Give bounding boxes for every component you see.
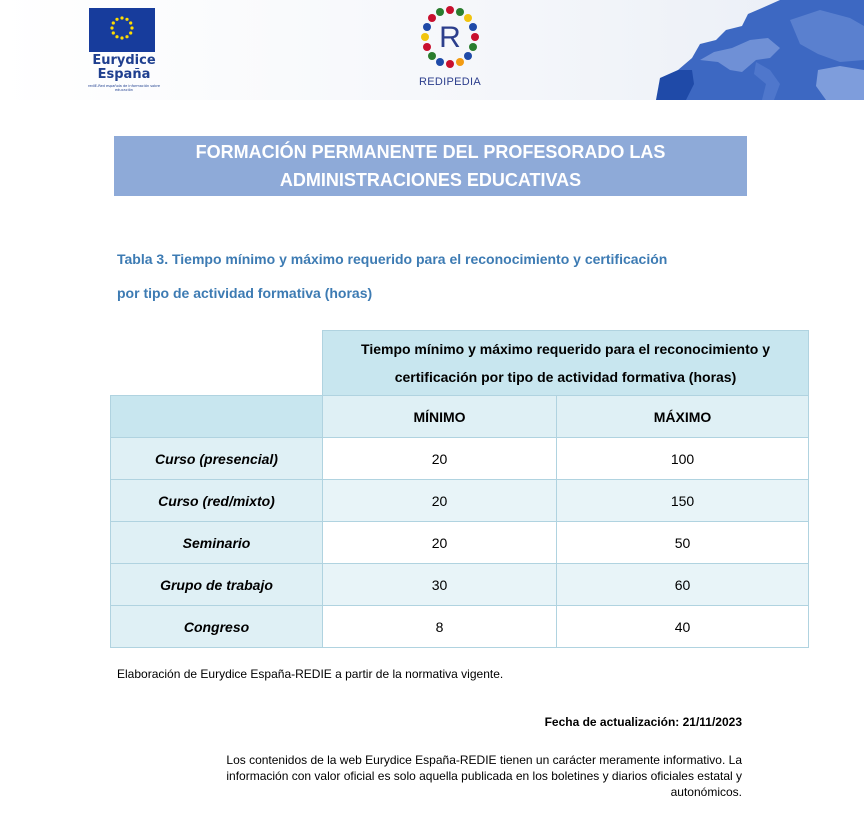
table-caption-line2: por tipo de actividad formativa (horas) bbox=[117, 285, 373, 301]
table-group-header bbox=[323, 331, 809, 396]
eurydice-name-line1: Eurydice bbox=[92, 53, 156, 68]
table-group-header-line2: certificación por tipo de actividad formativa (horas) bbox=[394, 369, 737, 385]
table-caption-line1: Tabla 3. Tiempo mínimo y máximo requerido para el reconocimiento y certificación bbox=[117, 251, 668, 267]
table-group-header-row bbox=[111, 331, 809, 396]
eurydice-subtitle: redIE-Red española de información sobre educación bbox=[88, 84, 160, 92]
row-label: Congreso bbox=[111, 606, 323, 648]
column-header-minimo: MÍNIMO bbox=[323, 396, 557, 438]
table-group-header-line1: Tiempo mínimo y máximo requerido para el reconocimiento y bbox=[361, 341, 770, 357]
cell-minimo: 20 bbox=[323, 522, 557, 564]
disclaimer bbox=[150, 752, 742, 800]
disclaimer-line1: Los contenidos de la web Eurydice España-REDIE tienen un carácter meramente informativo. La bbox=[226, 753, 742, 767]
section-title-box bbox=[114, 136, 747, 196]
row-label: Seminario bbox=[111, 522, 323, 564]
source-note: Elaboración de Eurydice España-REDIE a partir de la normativa vigente. bbox=[117, 667, 504, 681]
disclaimer-line3: autonómicos. bbox=[670, 785, 742, 799]
cell-maximo: 40 bbox=[557, 606, 809, 648]
eurydice-wordmark bbox=[84, 54, 164, 82]
cell-minimo: 8 bbox=[323, 606, 557, 648]
cell-minimo: 20 bbox=[323, 438, 557, 480]
cell-maximo: 60 bbox=[557, 564, 809, 606]
redipedia-letter: R bbox=[439, 21, 461, 54]
header-banner bbox=[0, 0, 864, 100]
europe-map-image bbox=[630, 0, 864, 100]
table-header-corner bbox=[111, 396, 323, 438]
cell-maximo: 50 bbox=[557, 522, 809, 564]
cell-maximo: 100 bbox=[557, 438, 809, 480]
row-label: Grupo de trabajo bbox=[111, 564, 323, 606]
page-title-line2: ADMINISTRACIONES EDUCATIVAS bbox=[279, 170, 582, 190]
cell-minimo: 20 bbox=[323, 480, 557, 522]
row-label: Curso (red/mixto) bbox=[111, 480, 323, 522]
column-header-maximo: MÁXIMO bbox=[557, 396, 809, 438]
disclaimer-line2: información con valor oficial es solo aquella publicada en los boletines y diarios oficiales estatal y bbox=[226, 769, 742, 783]
table-row bbox=[111, 522, 809, 564]
eurydice-espana-logo[interactable] bbox=[84, 8, 174, 94]
table-row bbox=[111, 480, 809, 522]
eurydice-name-line2: España bbox=[97, 67, 151, 82]
cell-maximo: 150 bbox=[557, 480, 809, 522]
table-row bbox=[111, 606, 809, 648]
page-title-line1: FORMACIÓN PERMANENTE DEL PROFESORADO LAS bbox=[195, 142, 666, 162]
redipedia-name: REDIPEDIA bbox=[419, 76, 481, 88]
cell-minimo: 30 bbox=[323, 564, 557, 606]
table-caption bbox=[117, 242, 757, 310]
training-hours-table bbox=[110, 330, 809, 648]
last-updated-date: Fecha de actualización: 21/11/2023 bbox=[544, 715, 742, 729]
table-row bbox=[111, 564, 809, 606]
table-row bbox=[111, 438, 809, 480]
table-column-header-row bbox=[111, 396, 809, 438]
eu-flag-icon bbox=[89, 8, 155, 52]
table-empty-corner bbox=[111, 331, 323, 396]
redipedia-flags-ring-icon bbox=[414, 6, 486, 74]
page-title bbox=[161, 138, 701, 194]
row-label: Curso (presencial) bbox=[111, 438, 323, 480]
redipedia-logo[interactable] bbox=[402, 6, 498, 96]
